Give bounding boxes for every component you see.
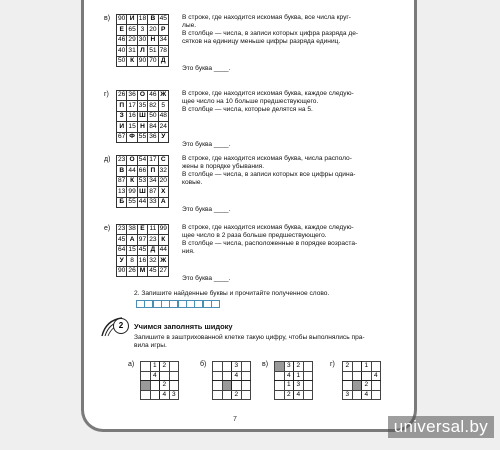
grid-cell: 46 <box>117 35 127 45</box>
grid-cell: 32 <box>158 166 168 176</box>
grid-cell: 5 <box>158 101 168 111</box>
shidoku-cell <box>241 371 251 381</box>
letter-number-grid <box>116 155 169 208</box>
grid-cell: 15 <box>127 122 137 132</box>
grid-cell: 54 <box>137 156 147 166</box>
shidoku-cell <box>160 371 170 381</box>
grid-cell: 99 <box>127 187 137 197</box>
grid-cell: В <box>148 15 158 25</box>
grid-cell: К <box>127 56 137 66</box>
task-text-line: жены в порядке убывания. <box>182 163 265 170</box>
grid-cell: 11 <box>148 225 158 235</box>
task-tag: д) <box>104 156 111 163</box>
shidoku-cell <box>275 371 285 381</box>
shidoku-cell <box>352 371 362 381</box>
grid-cell: 53 <box>137 176 147 186</box>
grid-cell: 34 <box>148 176 158 186</box>
grid-cell: 44 <box>137 197 147 207</box>
shidoku-cell <box>169 362 179 372</box>
task-text-line: В строке, где находится искомая буква, все числа круг- <box>182 14 351 21</box>
shidoku-cell: 2 <box>160 362 170 372</box>
grid-cell: С <box>158 156 168 166</box>
shidoku-cell: 3 <box>169 390 179 400</box>
grid-cell: 20 <box>148 25 158 35</box>
shidoku-cell <box>213 390 223 400</box>
shidoku-cell <box>141 390 151 400</box>
grid-cell: 44 <box>158 245 168 255</box>
grid-cell: 26 <box>127 266 137 276</box>
shidoku-cell: 4 <box>294 390 304 400</box>
shidoku-cell: 1 <box>284 381 294 391</box>
shidoku-cell: 1 <box>362 362 372 372</box>
shidoku-cell: 4 <box>284 371 294 381</box>
shidoku-cell <box>303 381 313 391</box>
task-answer: Это буква ____. <box>182 141 231 148</box>
shidoku-cell <box>169 381 179 391</box>
grid-cell: 64 <box>117 245 127 255</box>
shidoku-cell: 2 <box>284 390 294 400</box>
grid-cell: 67 <box>117 132 127 142</box>
grid-cell: 13 <box>117 187 127 197</box>
grid-cell: 55 <box>127 197 137 207</box>
grid-cell: А <box>158 197 168 207</box>
task2-instruction: 2. Запишите найденные буквы и прочитайте полученное слово. <box>134 290 330 297</box>
shidoku-cell <box>141 362 151 372</box>
grid-cell: 45 <box>137 245 147 255</box>
grid-cell: 34 <box>158 35 168 45</box>
grid-cell: П <box>117 101 127 111</box>
task-text-line: лые. <box>182 22 197 29</box>
shidoku-cell: 3 <box>232 362 242 372</box>
grid-cell: 84 <box>148 122 158 132</box>
grid-cell: 18 <box>137 15 147 25</box>
grid-cell: 40 <box>117 46 127 56</box>
task-text-line: сятков на единицу меньше цифры разряда единиц. <box>182 38 341 45</box>
grid-cell: 29 <box>127 35 137 45</box>
grid-cell: Д <box>158 56 168 66</box>
grid-cell: 27 <box>158 266 168 276</box>
letter-number-grid <box>116 224 169 277</box>
grid-cell: Ш <box>137 187 147 197</box>
shidoku-cell <box>343 381 353 391</box>
task-text-line: В столбце — числа, расположенные в порядке возраста- <box>182 240 358 247</box>
grid-cell: Л <box>137 46 147 56</box>
shidoku-cell: 4 <box>371 371 381 381</box>
shaded-cell[interactable] <box>352 381 362 391</box>
sudoku-tag: а) <box>128 361 135 368</box>
shidoku-cell <box>275 390 285 400</box>
shidoku-cell: 4 <box>362 390 372 400</box>
shidoku-grid <box>212 361 251 400</box>
shidoku-cell: 2 <box>160 381 170 391</box>
shidoku-cell: 1 <box>150 362 160 372</box>
task-answer: Это буква ____. <box>182 206 231 213</box>
grid-cell: У <box>117 256 127 266</box>
shidoku-cell <box>303 362 313 372</box>
shidoku-cell: 4 <box>160 390 170 400</box>
shidoku-cell: 2 <box>232 390 242 400</box>
grid-cell: 16 <box>137 256 147 266</box>
shidoku-cell <box>222 362 232 372</box>
shaded-cell[interactable] <box>275 362 285 372</box>
task-text-line: щее число в 2 раза больше предшествующего. <box>182 232 327 239</box>
shidoku-cell: 3 <box>294 381 304 391</box>
shidoku-cell <box>232 381 242 391</box>
shidoku-cell <box>303 371 313 381</box>
grid-cell: Р <box>158 25 168 35</box>
letter-number-grid <box>116 90 169 143</box>
grid-cell: 38 <box>127 225 137 235</box>
grid-cell: 50 <box>148 111 158 121</box>
shidoku-cell <box>371 362 381 372</box>
grid-cell: 45 <box>117 235 127 245</box>
shidoku-grid <box>274 361 313 400</box>
grid-cell: 20 <box>158 176 168 186</box>
shidoku-cell <box>352 362 362 372</box>
grid-cell: 32 <box>148 256 158 266</box>
grid-cell: Н <box>148 35 158 45</box>
shidoku-cell: 1 <box>294 371 304 381</box>
grid-cell: 90 <box>117 266 127 276</box>
shidoku-cell <box>343 371 353 381</box>
grid-cell: 35 <box>137 101 147 111</box>
grid-cell: М <box>137 266 147 276</box>
task-tag: е) <box>104 225 111 232</box>
shidoku-cell <box>241 381 251 391</box>
grid-cell: 55 <box>137 132 147 142</box>
shidoku-cell <box>352 390 362 400</box>
grid-cell: Ф <box>127 132 137 142</box>
task-text-line: ния. <box>182 248 195 255</box>
task-text-line: щее число на 10 больше предшествующего. <box>182 98 319 105</box>
sudoku-tag: в) <box>262 361 269 368</box>
grid-cell: Е <box>117 25 127 35</box>
grid-cell: 17 <box>148 156 158 166</box>
grid-cell: 66 <box>137 166 147 176</box>
task-text-line: В столбце — числа, в записи которых все цифры одина- <box>182 171 356 178</box>
grid-cell: Б <box>117 197 127 207</box>
task-text-line: В столбце — числа, в записи которых цифра разряда де- <box>182 30 359 37</box>
section-instruction-line-1: Запишите в заштрихованной клетке такую цифру, чтобы выполнялись пра- <box>134 334 365 341</box>
task-answer: Это буква ____. <box>182 275 231 282</box>
grid-cell: И <box>117 122 127 132</box>
shidoku-cell <box>371 390 381 400</box>
sudoku-tag: б) <box>200 361 207 368</box>
shidoku-cell: 4 <box>150 371 160 381</box>
shidoku-cell: 2 <box>362 381 372 391</box>
shidoku-cell <box>371 381 381 391</box>
grid-cell: О <box>127 156 137 166</box>
grid-cell: Е <box>137 225 147 235</box>
shidoku-cell: 3 <box>284 362 294 372</box>
task-text-line: В строке, где находится искомая буква, каждое следую- <box>182 224 354 231</box>
task-tag: в) <box>104 15 111 22</box>
grid-cell: К <box>158 235 168 245</box>
task-text-line: В столбце — числа, которые делятся на 5. <box>182 106 313 113</box>
grid-cell: 16 <box>127 111 137 121</box>
shidoku-cell <box>222 371 232 381</box>
shidoku-grid <box>342 361 381 400</box>
shidoku-cell: 3 <box>343 390 353 400</box>
grid-cell: И <box>127 15 137 25</box>
grid-cell: 3 <box>137 25 147 35</box>
grid-cell: 17 <box>127 101 137 111</box>
grid-cell: А <box>127 235 137 245</box>
shidoku-cell <box>213 381 223 391</box>
task-text-line: В строке, где находится искомая буква, числа располо- <box>182 155 352 162</box>
grid-cell: 90 <box>117 15 127 25</box>
shidoku-cell <box>150 381 160 391</box>
sudoku-tag: г) <box>330 361 335 368</box>
grid-cell: Х <box>158 187 168 197</box>
shidoku-cell <box>150 390 160 400</box>
grid-cell: У <box>158 132 168 142</box>
shidoku-cell <box>241 390 251 400</box>
grid-cell: 26 <box>117 91 127 101</box>
shidoku-cell <box>362 371 372 381</box>
grid-cell: К <box>127 176 137 186</box>
grid-cell: 65 <box>127 25 137 35</box>
grid-cell: П <box>148 166 158 176</box>
grid-cell: Ш <box>137 111 147 121</box>
grid-cell: 87 <box>117 176 127 186</box>
grid-cell: Н <box>137 122 147 132</box>
watermark: universal.by <box>388 416 494 438</box>
grid-cell: Ж <box>158 91 168 101</box>
task-tag: г) <box>104 91 109 98</box>
shidoku-cell <box>303 390 313 400</box>
grid-cell: 51 <box>148 46 158 56</box>
shidoku-cell <box>241 362 251 372</box>
shaded-cell[interactable] <box>222 381 232 391</box>
grid-cell: 45 <box>158 15 168 25</box>
grid-cell: З <box>117 111 127 121</box>
grid-cell: 23 <box>117 156 127 166</box>
shidoku-cell <box>213 362 223 372</box>
grid-cell: 50 <box>117 56 127 66</box>
grid-cell: 48 <box>158 111 168 121</box>
shidoku-grid <box>140 361 179 400</box>
grid-cell: 31 <box>127 46 137 56</box>
grid-cell: 8 <box>127 256 137 266</box>
task-text-line: В строке, где находится искомая буква, каждое следую- <box>182 90 354 97</box>
shaded-cell[interactable] <box>141 381 151 391</box>
grid-cell: 97 <box>137 235 147 245</box>
shidoku-cell <box>169 371 179 381</box>
grid-cell: 36 <box>127 91 137 101</box>
grid-cell: 45 <box>148 266 158 276</box>
grid-cell: Д <box>148 245 158 255</box>
grid-cell: 23 <box>117 225 127 235</box>
grid-cell: В <box>117 166 127 176</box>
shidoku-cell <box>222 390 232 400</box>
grid-cell: 70 <box>148 56 158 66</box>
grid-cell: 24 <box>158 122 168 132</box>
grid-cell: 33 <box>148 197 158 207</box>
grid-cell: 36 <box>148 132 158 142</box>
section-number-badge: 2 <box>113 318 129 334</box>
shidoku-cell <box>213 371 223 381</box>
task-text-line: ковые. <box>182 179 203 186</box>
grid-cell: 90 <box>137 56 147 66</box>
shidoku-cell: 2 <box>294 362 304 372</box>
grid-cell: 82 <box>148 101 158 111</box>
shidoku-cell: 4 <box>232 371 242 381</box>
grid-cell: 30 <box>137 35 147 45</box>
grid-cell: 15 <box>127 245 137 255</box>
grid-cell: 46 <box>148 91 158 101</box>
grid-cell: 87 <box>148 187 158 197</box>
grid-cell: О <box>137 91 147 101</box>
grid-cell: 44 <box>127 166 137 176</box>
page-number: 7 <box>233 416 237 423</box>
grid-cell: 23 <box>148 235 158 245</box>
grid-cell: 99 <box>158 225 168 235</box>
letter-number-grid <box>116 14 169 67</box>
grid-cell: Ж <box>158 256 168 266</box>
answer-boxes <box>136 300 219 308</box>
section-instruction-line-2: вила игры. <box>134 342 167 349</box>
shidoku-cell <box>141 371 151 381</box>
shidoku-cell <box>275 381 285 391</box>
grid-cell: 78 <box>158 46 168 56</box>
task-answer: Это буква ____. <box>182 65 231 72</box>
section-title: Учимся заполнять шидоку <box>134 322 233 331</box>
shidoku-cell: 2 <box>343 362 353 372</box>
